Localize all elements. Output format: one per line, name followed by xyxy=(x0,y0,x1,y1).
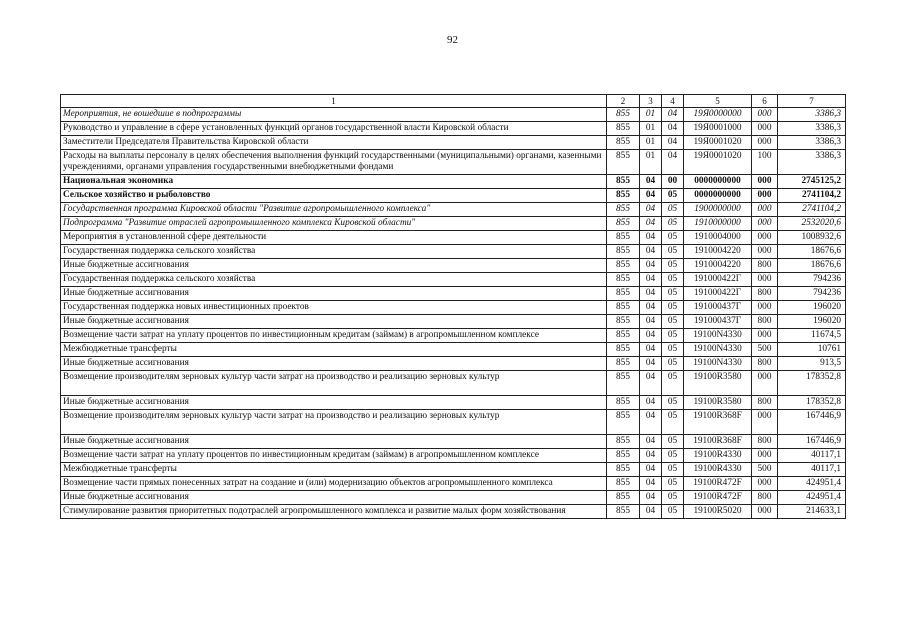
table-row xyxy=(61,396,846,410)
row-code-3: 01 xyxy=(640,150,662,175)
row-code-4: 05 xyxy=(662,301,684,315)
row-code-5: 0000000000 xyxy=(684,175,752,189)
row-code-3: 01 xyxy=(640,122,662,136)
row-code-4: 05 xyxy=(662,449,684,463)
row-name: Национальная экономика xyxy=(61,175,607,189)
row-code-5: 191000422Г xyxy=(684,273,752,287)
row-amount: 3386,3 xyxy=(778,136,846,150)
row-amount: 2745125,2 xyxy=(778,175,846,189)
row-code-4: 05 xyxy=(662,231,684,245)
row-code-4: 05 xyxy=(662,189,684,203)
row-name: Иные бюджетные ассигнования xyxy=(61,315,607,329)
row-name: Возмещение производителям зерновых культур части затрат на производство и реализацию зерновых культур xyxy=(61,410,607,435)
row-code-3: 04 xyxy=(640,491,662,505)
row-amount: 214633,1 xyxy=(778,505,846,519)
row-code-3: 04 xyxy=(640,477,662,491)
row-code-6: 000 xyxy=(752,301,778,315)
column-header-4: 4 xyxy=(662,95,684,108)
table-row xyxy=(61,435,846,449)
row-code-4: 05 xyxy=(662,273,684,287)
row-name: Подпрограмма "Развитие отраслей агропромышленного комплекса Кировской области" xyxy=(61,217,607,231)
table-row xyxy=(61,505,846,519)
row-code-3: 04 xyxy=(640,343,662,357)
row-code-4: 00 xyxy=(662,175,684,189)
table-row xyxy=(61,189,846,203)
row-code-2: 855 xyxy=(607,371,640,396)
row-code-6: 000 xyxy=(752,245,778,259)
row-code-4: 05 xyxy=(662,343,684,357)
row-code-3: 04 xyxy=(640,329,662,343)
row-code-4: 05 xyxy=(662,410,684,435)
row-code-3: 04 xyxy=(640,287,662,301)
row-code-4: 04 xyxy=(662,136,684,150)
row-amount: 11674,5 xyxy=(778,329,846,343)
row-code-2: 855 xyxy=(607,231,640,245)
row-code-4: 05 xyxy=(662,217,684,231)
row-code-6: 000 xyxy=(752,477,778,491)
row-code-2: 855 xyxy=(607,259,640,273)
table-row xyxy=(61,217,846,231)
row-code-5: 19100R472F xyxy=(684,477,752,491)
row-code-2: 855 xyxy=(607,108,640,122)
row-code-3: 04 xyxy=(640,371,662,396)
row-code-4: 04 xyxy=(662,108,684,122)
row-code-4: 04 xyxy=(662,150,684,175)
row-code-6: 500 xyxy=(752,343,778,357)
row-code-4: 05 xyxy=(662,505,684,519)
table-row xyxy=(61,273,846,287)
table-row xyxy=(61,301,846,315)
row-code-6: 000 xyxy=(752,505,778,519)
row-code-3: 04 xyxy=(640,245,662,259)
row-code-4: 05 xyxy=(662,287,684,301)
row-amount: 2741104,2 xyxy=(778,203,846,217)
row-name: Иные бюджетные ассигнования xyxy=(61,396,607,410)
row-code-4: 05 xyxy=(662,203,684,217)
row-amount: 3386,3 xyxy=(778,150,846,175)
row-code-5: 19100R4330 xyxy=(684,463,752,477)
row-name: Возмещение производителям зерновых культур части затрат на производство и реализацию зерновых культур xyxy=(61,371,607,396)
row-code-2: 855 xyxy=(607,136,640,150)
row-code-5: 19100R472F xyxy=(684,491,752,505)
row-code-2: 855 xyxy=(607,343,640,357)
row-code-5: 1900000000 xyxy=(684,203,752,217)
page-number: 92 xyxy=(447,34,458,46)
row-name: Межбюджетные трансферты xyxy=(61,343,607,357)
row-name: Государственная поддержка сельского хозяйства xyxy=(61,245,607,259)
column-header-3: 3 xyxy=(640,95,662,108)
row-code-6: 800 xyxy=(752,396,778,410)
row-code-5: 19100R5020 xyxy=(684,505,752,519)
row-code-4: 05 xyxy=(662,371,684,396)
table-row xyxy=(61,329,846,343)
row-code-4: 05 xyxy=(662,435,684,449)
row-code-6: 000 xyxy=(752,217,778,231)
row-amount: 196020 xyxy=(778,315,846,329)
row-name: Мероприятия, не вошедшие в подпрограммы xyxy=(61,108,607,122)
row-code-4: 05 xyxy=(662,463,684,477)
row-code-6: 100 xyxy=(752,150,778,175)
table-row xyxy=(61,259,846,273)
row-amount: 167446,9 xyxy=(778,435,846,449)
row-amount: 18676,6 xyxy=(778,259,846,273)
row-code-3: 04 xyxy=(640,315,662,329)
row-name: Руководство и управление в сфере установленных функций органов государственной власти Кировской области xyxy=(61,122,607,136)
row-code-6: 000 xyxy=(752,175,778,189)
row-code-6: 000 xyxy=(752,203,778,217)
row-code-5: 19100R3580 xyxy=(684,371,752,396)
row-code-3: 04 xyxy=(640,301,662,315)
row-code-5: 19Я0001000 xyxy=(684,122,752,136)
row-code-6: 000 xyxy=(752,329,778,343)
row-code-5: 1910004000 xyxy=(684,231,752,245)
row-code-2: 855 xyxy=(607,315,640,329)
row-amount: 794236 xyxy=(778,273,846,287)
row-code-5: 19100R3580 xyxy=(684,396,752,410)
row-code-4: 05 xyxy=(662,491,684,505)
table-row xyxy=(61,108,846,122)
row-name: Возмещение части затрат на уплату процентов по инвестиционным кредитам (займам) в агропромышленном комплексе xyxy=(61,329,607,343)
row-code-2: 855 xyxy=(607,203,640,217)
row-amount: 40117,1 xyxy=(778,449,846,463)
row-code-2: 855 xyxy=(607,189,640,203)
table-row xyxy=(61,410,846,435)
row-name: Иные бюджетные ассигнования xyxy=(61,357,607,371)
table-row xyxy=(61,150,846,175)
row-code-6: 800 xyxy=(752,357,778,371)
row-code-2: 855 xyxy=(607,122,640,136)
row-code-3: 04 xyxy=(640,189,662,203)
row-code-4: 05 xyxy=(662,396,684,410)
row-code-5: 19100N4330 xyxy=(684,357,752,371)
row-name: Возмещение части прямых понесенных затрат на создание и (или) модернизацию объектов агропромышленного комплекса xyxy=(61,477,607,491)
row-code-2: 855 xyxy=(607,273,640,287)
row-code-2: 855 xyxy=(607,435,640,449)
row-amount: 18676,6 xyxy=(778,245,846,259)
column-header-6: 6 xyxy=(752,95,778,108)
row-code-5: 1910004220 xyxy=(684,259,752,273)
row-code-6: 000 xyxy=(752,108,778,122)
row-code-3: 04 xyxy=(640,410,662,435)
row-code-6: 000 xyxy=(752,122,778,136)
row-code-6: 000 xyxy=(752,136,778,150)
row-code-4: 04 xyxy=(662,122,684,136)
row-code-2: 855 xyxy=(607,301,640,315)
row-code-2: 855 xyxy=(607,175,640,189)
table-row xyxy=(61,122,846,136)
row-code-2: 855 xyxy=(607,410,640,435)
row-code-6: 800 xyxy=(752,315,778,329)
row-amount: 794236 xyxy=(778,287,846,301)
table-row xyxy=(61,371,846,396)
row-amount: 40117,1 xyxy=(778,463,846,477)
row-code-2: 855 xyxy=(607,217,640,231)
row-code-5: 191000437Г xyxy=(684,315,752,329)
row-name: Мероприятия в установленной сфере деятельности xyxy=(61,231,607,245)
row-code-4: 05 xyxy=(662,245,684,259)
row-code-2: 855 xyxy=(607,449,640,463)
column-header-5: 5 xyxy=(684,95,752,108)
table-row xyxy=(61,491,846,505)
row-code-2: 855 xyxy=(607,150,640,175)
table-row xyxy=(61,477,846,491)
column-header-2: 2 xyxy=(607,95,640,108)
table-row xyxy=(61,343,846,357)
column-header-1: 1 xyxy=(61,95,607,108)
row-code-6: 800 xyxy=(752,491,778,505)
row-code-4: 05 xyxy=(662,315,684,329)
row-amount: 196020 xyxy=(778,301,846,315)
row-name: Государственная поддержка новых инвестиционных проектов xyxy=(61,301,607,315)
row-code-5: 19100N4330 xyxy=(684,329,752,343)
row-code-4: 05 xyxy=(662,329,684,343)
row-code-3: 04 xyxy=(640,217,662,231)
column-header-7: 7 xyxy=(778,95,846,108)
row-code-2: 855 xyxy=(607,245,640,259)
row-amount: 1008932,6 xyxy=(778,231,846,245)
row-code-6: 800 xyxy=(752,435,778,449)
row-amount: 424951,4 xyxy=(778,477,846,491)
row-code-2: 855 xyxy=(607,329,640,343)
row-name: Стимулирование развития приоритетных подотраслей агропромышленного комплекса и развитие малых форм хозяйствования xyxy=(61,505,607,519)
row-code-3: 01 xyxy=(640,108,662,122)
row-code-2: 855 xyxy=(607,357,640,371)
row-name: Государственная поддержка сельского хозяйства xyxy=(61,273,607,287)
table-body xyxy=(61,108,846,519)
row-code-6: 500 xyxy=(752,463,778,477)
row-code-6: 800 xyxy=(752,287,778,301)
row-code-6: 000 xyxy=(752,273,778,287)
row-code-5: 19100R368F xyxy=(684,410,752,435)
table-row xyxy=(61,449,846,463)
row-code-3: 04 xyxy=(640,175,662,189)
row-code-3: 04 xyxy=(640,435,662,449)
row-name: Иные бюджетные ассигнования xyxy=(61,287,607,301)
row-code-2: 855 xyxy=(607,396,640,410)
table-row xyxy=(61,136,846,150)
row-name: Сельское хозяйство и рыболовство xyxy=(61,189,607,203)
row-code-3: 04 xyxy=(640,357,662,371)
table-row xyxy=(61,231,846,245)
row-code-5: 1910004220 xyxy=(684,245,752,259)
row-name: Государственная программа Кировской области "Развитие агропромышленного комплекса" xyxy=(61,203,607,217)
row-code-3: 04 xyxy=(640,449,662,463)
table-row xyxy=(61,357,846,371)
row-code-5: 19100N4330 xyxy=(684,343,752,357)
table-row xyxy=(61,315,846,329)
row-code-5: 19Я0000000 xyxy=(684,108,752,122)
table-row xyxy=(61,203,846,217)
row-name: Возмещение части затрат на уплату процентов по инвестиционным кредитам (займам) в агропромышленном комплексе xyxy=(61,449,607,463)
row-code-6: 000 xyxy=(752,371,778,396)
row-code-4: 05 xyxy=(662,357,684,371)
row-code-4: 05 xyxy=(662,259,684,273)
row-code-3: 04 xyxy=(640,273,662,287)
row-amount: 178352,8 xyxy=(778,396,846,410)
row-amount: 178352,8 xyxy=(778,371,846,396)
row-amount: 424951,4 xyxy=(778,491,846,505)
row-code-3: 04 xyxy=(640,231,662,245)
row-name: Иные бюджетные ассигнования xyxy=(61,435,607,449)
row-code-6: 800 xyxy=(752,259,778,273)
row-code-5: 19Я0001020 xyxy=(684,150,752,175)
row-code-5: 19100R4330 xyxy=(684,449,752,463)
row-name: Межбюджетные трансферты xyxy=(61,463,607,477)
row-amount: 3386,3 xyxy=(778,122,846,136)
row-code-6: 000 xyxy=(752,410,778,435)
table-row xyxy=(61,463,846,477)
row-code-2: 855 xyxy=(607,287,640,301)
row-amount: 2741104,2 xyxy=(778,189,846,203)
row-amount: 3386,3 xyxy=(778,108,846,122)
row-amount: 10761 xyxy=(778,343,846,357)
row-code-3: 04 xyxy=(640,463,662,477)
row-code-3: 04 xyxy=(640,505,662,519)
row-code-5: 19100R368F xyxy=(684,435,752,449)
row-amount: 167446,9 xyxy=(778,410,846,435)
row-code-6: 000 xyxy=(752,449,778,463)
row-amount: 2532020,6 xyxy=(778,217,846,231)
row-code-4: 05 xyxy=(662,477,684,491)
budget-table xyxy=(60,94,846,519)
header-row xyxy=(61,95,846,108)
row-code-6: 000 xyxy=(752,231,778,245)
row-code-2: 855 xyxy=(607,505,640,519)
table-row xyxy=(61,245,846,259)
row-code-5: 0000000000 xyxy=(684,189,752,203)
row-name: Иные бюджетные ассигнования xyxy=(61,491,607,505)
row-name: Расходы на выплаты персоналу в целях обеспечения выполнения функций государственными (муниципальными) органами, казенными учреждениями, органами управления государственными внебюджетными фондами xyxy=(61,150,607,175)
row-code-2: 855 xyxy=(607,477,640,491)
row-code-3: 04 xyxy=(640,396,662,410)
row-code-2: 855 xyxy=(607,491,640,505)
table-row xyxy=(61,287,846,301)
row-code-3: 01 xyxy=(640,136,662,150)
row-code-3: 04 xyxy=(640,203,662,217)
row-name: Иные бюджетные ассигнования xyxy=(61,259,607,273)
row-code-5: 19Я0001020 xyxy=(684,136,752,150)
row-code-6: 000 xyxy=(752,189,778,203)
row-code-5: 191000422Г xyxy=(684,287,752,301)
row-name: Заместители Председателя Правительства Кировской области xyxy=(61,136,607,150)
row-code-5: 191000437Г xyxy=(684,301,752,315)
row-amount: 913,5 xyxy=(778,357,846,371)
row-code-5: 1910000000 xyxy=(684,217,752,231)
row-code-3: 04 xyxy=(640,259,662,273)
table-row xyxy=(61,175,846,189)
row-code-2: 855 xyxy=(607,463,640,477)
